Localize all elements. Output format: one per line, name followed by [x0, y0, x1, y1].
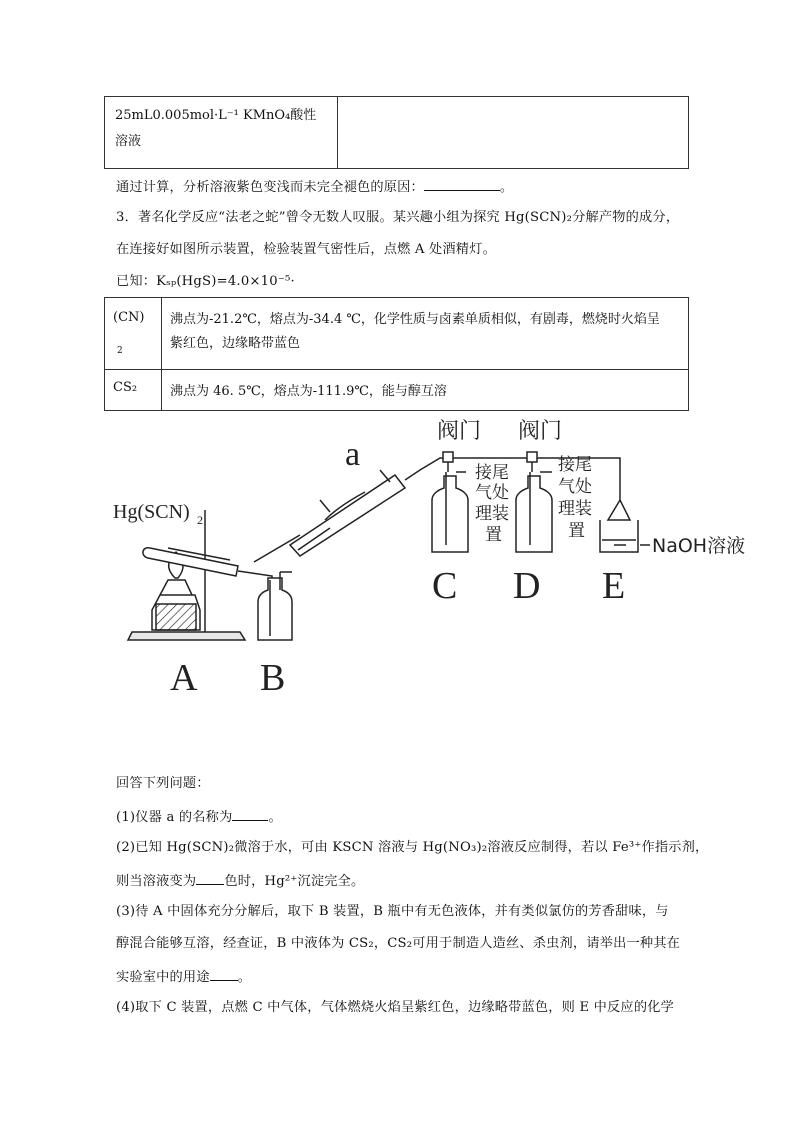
svg-text:理装: 理装 — [475, 504, 509, 524]
apparatus-label-a: A — [170, 657, 198, 699]
answer-blank-q3[interactable] — [210, 966, 238, 981]
bottle-d — [516, 476, 552, 552]
question-3-line1: (3)待 A 中固体充分分解后，取下 B 装置，B 瓶中有无色液体，并有类似氯仿的芳香甜味，与 — [116, 904, 669, 919]
top-table-cell-reagent — [105, 97, 338, 169]
apparatus-label-e: E — [602, 565, 626, 607]
beaker-e — [600, 520, 638, 552]
tail-label-c — [475, 463, 509, 545]
q3-intro-line1: 3．著名化学反应“法老之蛇”曾令无数人叹服。某兴趣小组为探究 Hg(SCN)₂分解产物的成分， — [116, 210, 680, 225]
valve-d-knob — [527, 452, 537, 462]
question-2-line1: (2)已知 Hg(SCN)₂微溶于水，可由 KSCN 溶液与 Hg(NO₃)₂溶液反应制得，若以 Fe³⁺作指示剂， — [116, 840, 709, 855]
questions-intro: 回答下列问题： — [116, 776, 210, 791]
svg-text:接尾: 接尾 — [475, 463, 509, 483]
apparatus-diagram — [0, 405, 794, 705]
inverted-funnel — [608, 500, 630, 520]
question-2-line2: 则当溶液变为 色时，Hg²⁺沉淀完全。 — [116, 870, 364, 892]
naoh-label: NaOH溶液 — [652, 535, 746, 557]
svg-text:接尾: 接尾 — [558, 455, 592, 475]
top-table-cell-empty — [338, 97, 689, 169]
answer-blank-reason[interactable] — [424, 176, 500, 191]
known-row1-name: (CN) 2 — [105, 298, 162, 370]
known-row2-desc: 沸点为 46. 5℃，熔点为-111.9℃，能与醇互溶 — [162, 370, 689, 411]
top-table — [104, 96, 689, 169]
q3-intro-line2: 在连接好如图所示装置，检验装置气密性后，点燃 A 处酒精灯。 — [116, 242, 496, 257]
known-row2-name: CS₂ — [105, 370, 162, 411]
stand-base — [128, 632, 245, 640]
valve-label-1: 阀门 — [437, 419, 482, 444]
bottle-c — [432, 476, 468, 552]
svg-text:气处: 气处 — [558, 477, 592, 497]
known-ksp: 已知：Kₛₚ(HgS)=4.0×10⁻⁵· — [116, 274, 295, 289]
tail-label-d — [558, 455, 592, 541]
question-4-line1: (4)取下 C 装置，点燃 C 中气体，气体燃烧火焰呈紫红色，边缘略带蓝色，则 E 中反应的化学 — [116, 1000, 674, 1015]
known-row1-desc: 沸点为-21.2℃，熔点为-34.4 ℃，化学性质与卤素单质相似，有剧毒，燃烧时火焰呈 紫红色，边缘略带蓝色 — [162, 298, 689, 370]
known-table — [104, 297, 689, 411]
top-table-reagent-line1: 25mL0.005mol·L⁻¹ KMnO₄酸性 — [115, 108, 317, 123]
svg-text:置: 置 — [485, 525, 502, 545]
known-row1-name-sub: 2 — [117, 346, 123, 356]
instrument-a-label: a — [345, 436, 361, 473]
bottle-b — [258, 578, 292, 640]
reason-line: 通过计算，分析溶液紫色变浅而未完全褪色的原因： 。 — [116, 176, 513, 198]
question-3-line3: 实验室中的用途 。 — [116, 966, 251, 988]
apparatus-label-b: B — [260, 657, 286, 699]
apparatus-label-c: C — [432, 565, 458, 607]
svg-text:理装: 理装 — [558, 499, 592, 519]
question-1: (1)仪器 a 的名称为 。 — [116, 806, 282, 828]
svg-text:气处: 气处 — [475, 483, 509, 503]
answer-blank-q1[interactable] — [232, 806, 268, 821]
apparatus-label-d: D — [513, 565, 541, 607]
top-table-reagent-line2: 溶液 — [115, 134, 142, 149]
valve-c-knob — [443, 452, 453, 462]
answer-blank-q2[interactable] — [196, 870, 224, 885]
reagent-label-sub: 2 — [197, 513, 203, 527]
reagent-label: Hg(SCN) — [113, 501, 190, 523]
question-3-line2: 醇混合能够互溶，经查证，B 中液体为 CS₂，CS₂可用于制造人造丝、杀虫剂，请举出一种其在 — [116, 936, 681, 951]
svg-text:置: 置 — [568, 521, 585, 541]
valve-label-2: 阀门 — [518, 419, 563, 444]
